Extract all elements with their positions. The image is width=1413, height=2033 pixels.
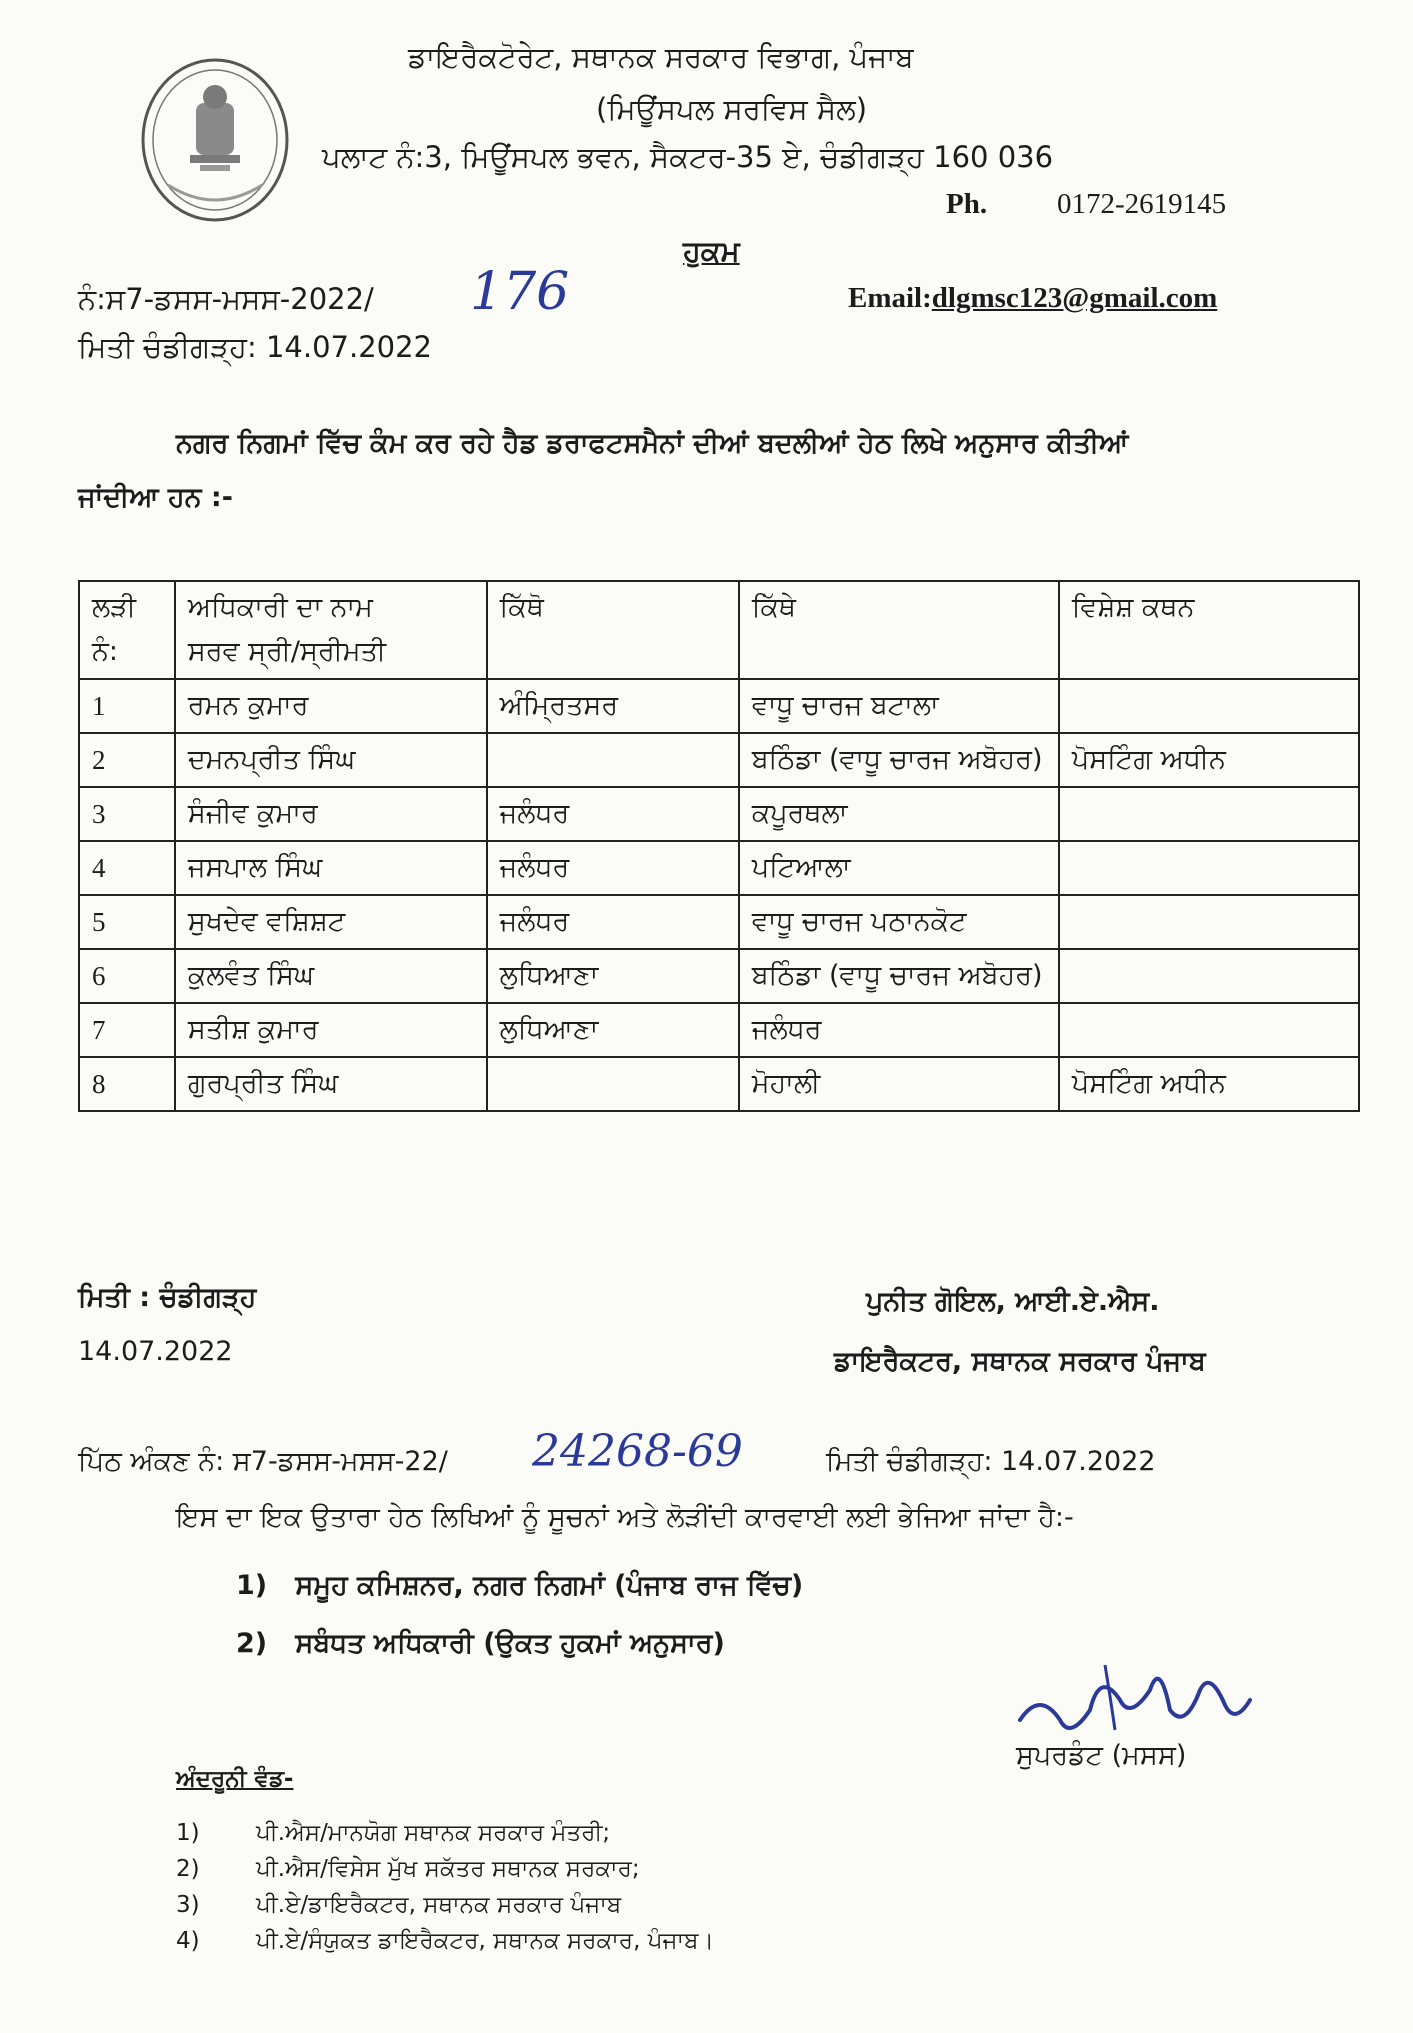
table-header-row xyxy=(79,581,1359,679)
transfers-table xyxy=(78,580,1360,1112)
superintendent-signature xyxy=(1010,1650,1260,1750)
cell-name: ਸਤੀਸ਼ ਕੁਮਾਰ xyxy=(175,1003,487,1057)
table-row xyxy=(79,841,1359,895)
cell-from: ਜਲੰਧਰ xyxy=(487,895,739,949)
endorsement-intro: ਇਸ ਦਾ ਇਕ ਉਤਾਰਾ ਹੇਠ ਲਿਖਿਆਂ ਨੂੰ ਸੂਚਨਾਂ ਅਤੇ ਲੋੜੀਂਦੀ ਕਾਰਵਾਈ ਲਈ ਭੇਜਿਆ ਜਾਂਦਾ ਹੈ:- xyxy=(176,1502,1074,1533)
cell-sr: 5 xyxy=(79,895,175,949)
cell-name: ਕੁਲਵੰਤ ਸਿੰਘ xyxy=(175,949,487,1003)
intro-line1: ਨਗਰ ਨਿਗਮਾਂ ਵਿੱਚ ਕੰਮ ਕਰ ਰਹੇ ਹੈਡ ਡਰਾਫਟਸਮੈਨਾਂ ਦੀਆਂ ਬਦਲੀਆਂ ਹੇਠ ਲਿਖੇ ਅਨੁਸਾਰ ਕੀਤੀਆਂ xyxy=(176,428,1129,459)
phone-number: 0172-2619145 xyxy=(1057,188,1227,220)
cell-sr: 2 xyxy=(79,733,175,787)
header-from: ਕਿੱਥੋ xyxy=(487,581,739,679)
cell-from xyxy=(487,1057,739,1111)
director-designation: ਡਾਇਰੈਕਟਰ, ਸਥਾਨਕ ਸਰਕਾਰ ਪੰਜਾਬ xyxy=(834,1346,1206,1377)
header-sr: ਲੜੀ ਨੰ: xyxy=(79,581,175,679)
cell-remarks xyxy=(1059,841,1359,895)
cell-sr: 3 xyxy=(79,787,175,841)
header-name: ਅਧਿਕਾਰੀ ਦਾ ਨਾਮ ਸਰਵ ਸ੍ਰੀ/ਸ੍ਰੀਮਤੀ xyxy=(175,581,487,679)
cell-to: ਵਾਧੂ ਚਾਰਜ ਪਠਾਨਕੋਟ xyxy=(739,895,1059,949)
table-row xyxy=(79,733,1359,787)
email-link[interactable]: dlgmsc123@gmail.com xyxy=(931,282,1218,314)
cell-sr: 4 xyxy=(79,841,175,895)
date-line: ਮਿਤੀ ਚੰਡੀਗੜ੍ਹ: 14.07.2022 xyxy=(78,330,433,364)
cell-from: ਜਲੰਧਰ xyxy=(487,787,739,841)
intro-line2: ਜਾਂਦੀਆ ਹਨ :- xyxy=(78,482,233,513)
cell-to: ਕਪੂਰਥਲਾ xyxy=(739,787,1059,841)
cell-remarks xyxy=(1059,679,1359,733)
header-cell: (ਮਿਊਂਸਪਲ ਸਰਵਿਸ ਸੈਲ) xyxy=(596,92,868,126)
government-emblem-seal xyxy=(138,55,293,225)
cell-from xyxy=(487,733,739,787)
cell-remarks: ਪੋਸਟਿੰਗ ਅਧੀਨ xyxy=(1059,1057,1359,1111)
cell-sr: 7 xyxy=(79,1003,175,1057)
ref-number: ਨੰ:ਸ7-ਡਸਸ-ਮਸਸ-2022/ xyxy=(78,282,374,316)
cell-name: ਸੰਜੀਵ ਕੁਮਾਰ xyxy=(175,787,487,841)
phone-label: Ph. xyxy=(946,188,988,220)
sign-date: 14.07.2022 xyxy=(78,1336,233,1367)
cell-from: ਅੰਮ੍ਰਿਤਸਰ xyxy=(487,679,739,733)
cell-from: ਜਲੰਧਰ xyxy=(487,841,739,895)
cell-to: ਜਲੰਧਰ xyxy=(739,1003,1059,1057)
table-row xyxy=(79,949,1359,1003)
header-address: ਪਲਾਟ ਨੰ:3, ਮਿਊਂਸਪਲ ਭਵਨ, ਸੈਕਟਰ-35 ਏ, ਚੰਡੀਗੜ੍ਹ 160 036 xyxy=(322,140,1054,174)
cell-remarks: ਪੋਸਟਿੰਗ ਅਧੀਨ xyxy=(1059,733,1359,787)
sign-place: ਮਿਤੀ : ਚੰਡੀਗੜ੍ਹ xyxy=(78,1282,257,1313)
table-row xyxy=(79,895,1359,949)
superintendent-label: ਸੁਪਰਡੰਟ (ਮਸਸ) xyxy=(1016,1740,1187,1771)
cell-remarks xyxy=(1059,949,1359,1003)
table-row xyxy=(79,787,1359,841)
cell-to: ਬਠਿੰਡਾ (ਵਾਧੂ ਚਾਰਜ ਅਬੋਹਰ) xyxy=(739,949,1059,1003)
cell-from: ਲੁਧਿਆਣਾ xyxy=(487,949,739,1003)
internal-heading: ਅੰਦਰੂਨੀ ਵੰਡ- xyxy=(176,1766,294,1792)
endorsement-ref: ਪਿੱਠ ਅੰਕਣ ਨੰ: ਸ7-ਡਸਸ-ਮਸਸ-22/ xyxy=(78,1446,448,1477)
cell-to: ਵਾਧੂ ਚਾਰਜ ਬਟਾਲਾ xyxy=(739,679,1059,733)
cell-name: ਸੁਖਦੇਵ ਵਸ਼ਿਸ਼ਟ xyxy=(175,895,487,949)
cell-to: ਪਟਿਆਲਾ xyxy=(739,841,1059,895)
endorsement-item-2: 2) ਸਬੰਧਤ ਅਧਿਕਾਰੀ (ਉਕਤ ਹੁਕਮਾਂ ਅਨੁਸਾਰ) xyxy=(236,1628,725,1659)
cell-sr: 8 xyxy=(79,1057,175,1111)
cell-remarks xyxy=(1059,1003,1359,1057)
email-label: Email: xyxy=(848,282,932,314)
internal-item-1: 1) ਪੀ.ਐਸ/ਮਾਨਯੋਗ ਸਥਾਨਕ ਸਰਕਾਰ ਮੰਤਰੀ; xyxy=(176,1820,611,1846)
table-row xyxy=(79,1057,1359,1111)
endorsement-handwritten: 24268-69 xyxy=(532,1426,743,1477)
cell-name: ਜਸਪਾਲ ਸਿੰਘ xyxy=(175,841,487,895)
email-line xyxy=(848,282,1217,315)
cell-remarks xyxy=(1059,895,1359,949)
header-remarks: ਵਿਸ਼ੇਸ਼ ਕਥਨ xyxy=(1059,581,1359,679)
table-row xyxy=(79,1003,1359,1057)
header-department: ਡਾਇਰੈਕਟੋਰੇਟ, ਸਥਾਨਕ ਸਰਕਾਰ ਵਿਭਾਗ, ਪੰਜਾਬ xyxy=(408,40,914,74)
director-name: ਪੁਨੀਤ ਗੋਇਲ, ਆਈ.ਏ.ਐਸ. xyxy=(866,1286,1160,1317)
cell-from: ਲੁਧਿਆਣਾ xyxy=(487,1003,739,1057)
internal-item-4: 4) ਪੀ.ਏ/ਸੰਯੁਕਤ ਡਾਇਰੈਕਟਰ, ਸਥਾਨਕ ਸਰਕਾਰ, ਪੰਜਾਬ। xyxy=(176,1928,714,1954)
endorsement-date: ਮਿਤੀ ਚੰਡੀਗੜ੍ਹ: 14.07.2022 xyxy=(826,1446,1156,1477)
internal-item-3: 3) ਪੀ.ਏ/ਡਾਇਰੈਕਟਰ, ਸਥਾਨਕ ਸਰਕਾਰ ਪੰਜਾਬ xyxy=(176,1892,622,1918)
cell-sr: 1 xyxy=(79,679,175,733)
order-heading: ਹੁਕਮ xyxy=(683,234,740,268)
internal-item-2: 2) ਪੀ.ਐਸ/ਵਿਸੇਸ ਮੁੱਖ ਸਕੱਤਰ ਸਥਾਨਕ ਸਰਕਾਰ; xyxy=(176,1856,640,1882)
header-to: ਕਿੱਥੇ xyxy=(739,581,1059,679)
cell-sr: 6 xyxy=(79,949,175,1003)
cell-name: ਰਮਨ ਕੁਮਾਰ xyxy=(175,679,487,733)
endorsement-item-1: 1) ਸਮੂਹ ਕਮਿਸ਼ਨਰ, ਨਗਰ ਨਿਗਮਾਂ (ਪੰਜਾਬ ਰਾਜ ਵਿੱਚ) xyxy=(236,1570,804,1601)
cell-name: ਦਮਨਪ੍ਰੀਤ ਸਿੰਘ xyxy=(175,733,487,787)
cell-name: ਗੁਰਪ੍ਰੀਤ ਸਿੰਘ xyxy=(175,1057,487,1111)
cell-to: ਬਠਿੰਡਾ (ਵਾਧੂ ਚਾਰਜ ਅਬੋਹਰ) xyxy=(739,733,1059,787)
cell-remarks xyxy=(1059,787,1359,841)
ref-handwritten: 176 xyxy=(470,262,570,322)
table-row xyxy=(79,679,1359,733)
cell-to: ਮੋਹਾਲੀ xyxy=(739,1057,1059,1111)
